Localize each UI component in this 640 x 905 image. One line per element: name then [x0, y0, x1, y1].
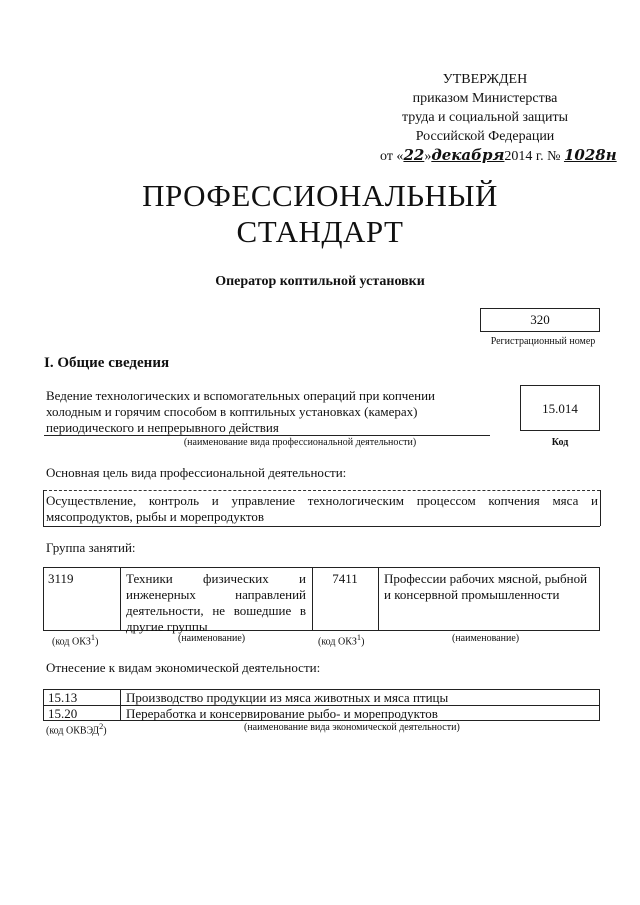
purpose-line-1: Осуществление, контроль и управление технологическим процессом копчения мяса и: [46, 493, 598, 508]
group-2-code: 7411: [332, 571, 358, 586]
approval-month: декабря: [431, 146, 505, 164]
group-1-code: 3119: [48, 571, 74, 586]
purpose-line-2: мясопродуктов, рыбы и морепродуктов: [46, 509, 264, 524]
activity-code-box: 15.014: [520, 385, 600, 431]
okz-caption-1: (код ОКЗ$^1$): [52, 633, 99, 648]
econ-1-code: 15.13: [48, 690, 78, 705]
okved-caption: (код ОКВЭД$^2$): [46, 722, 107, 737]
name-caption-2: (наименование): [452, 633, 520, 644]
econ-label: Отнесение к видам экономической деятельности:: [46, 660, 321, 675]
title-line-2: СТАНДАРТ: [236, 214, 404, 249]
approval-block: [380, 70, 617, 166]
econ-2-code: 15.20: [48, 706, 78, 721]
okz-caption-2: (код ОКЗ$^1$): [318, 633, 365, 648]
econ-1-name: Производство продукции из мяса животных и мяса птицы: [126, 690, 449, 705]
approval-quote-close: »: [424, 149, 432, 164]
group-2-name: Профессии рабочих мясной, рыбной и консервной промышленности: [384, 571, 588, 602]
activity-line-1: Ведение технологических и вспомогательных операций при копчении: [46, 388, 435, 403]
standard-name: Оператор коптильной установки: [215, 274, 425, 289]
page-title: [0, 178, 640, 250]
registration-number-label: Регистрационный номер: [490, 336, 596, 347]
approval-from: от «: [380, 149, 404, 164]
registration-number-box: 320: [480, 308, 600, 332]
econ-2-name: Переработка и консервирование рыбо- и морепродуктов: [126, 706, 438, 721]
approval-number: 1028н: [563, 146, 617, 164]
approval-line-3: Российской Федерации: [415, 129, 555, 144]
activity-name: [46, 388, 496, 436]
approval-year: 2014 г. №: [504, 149, 561, 164]
activity-caption: (наименование вида профессиональной деятельности): [183, 437, 417, 448]
title-line-1: ПРОФЕССИОНАЛЬНЫЙ: [142, 178, 498, 213]
econ-name-caption: (наименование вида экономической деятельности): [244, 722, 460, 733]
activity-code-label: Код: [551, 437, 569, 448]
approval-day: 22: [403, 146, 425, 164]
group-1-name: Техники физических и инженерных направлений деятельности, не вошедшие в другие группы: [126, 571, 306, 634]
name-caption-1: (наименование): [178, 633, 246, 644]
section-heading: I. Общие сведения: [44, 355, 170, 371]
approval-heading: УТВЕРЖДЕН: [442, 72, 528, 87]
group-label: Группа занятий:: [46, 540, 136, 555]
approval-date-line: [380, 146, 617, 166]
approval-line-1: приказом Министерства: [412, 91, 558, 106]
purpose-label: Основная цель вида профессиональной деятельности:: [46, 465, 347, 480]
purpose-text: [46, 493, 598, 525]
activity-line-3: периодического и непрерывного действия: [46, 420, 279, 435]
activity-line-2: холодным и горячим способом в коптильных установках (камерах): [46, 404, 418, 419]
approval-line-2: труда и социальной защиты: [402, 110, 568, 125]
